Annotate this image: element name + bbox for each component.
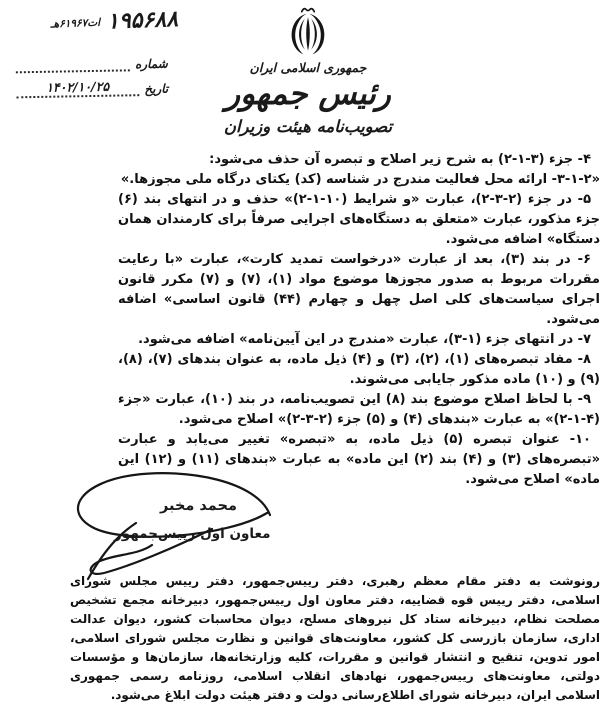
date-label: تاریخ (144, 81, 169, 97)
clause-4-amended-text: «۳-۱-۲- ارائه محل فعالیت مندرج در شناسه (کد) یکتای درگاه ملی مجوزها.» (120, 172, 600, 187)
distribution-note: رونوشت به دفتر مقام معظم رهبری، دفتر رییس‌جمهور، دفتر رییس مجلس شورای اسلامی، دفتر رییس قوه قضاییه، دفتر معاون اول رییس‌جمهور، دبیرخانه مجمع تشخیص مصلحت نظام، دبیرخانه ستاد کل نیروهای مسلح، دیوان محاسبات کشور، دیوان عدالت اداری، سازمان بازرسی کل کشور، معاونت‌های قوانین و نظارت مجلس شورای اسلامی، امور تدوین، تنقیح و انتشار قوانین و مقررات، کلیه وزارتخانه‌ها، سازمان‌ها و مؤسسات دولتی، معاونت‌های رییس‌جمهور، نهادهای انقلاب اسلامی، روزنامه رسمی جمهوری اسلامی ایران، دبیرخانه شورای اطلاع‌رسانی دولت و دفتر هیئت دولت ابلاغ می‌شود. (70, 574, 600, 702)
presidential-office-title: رئیس جمهور (225, 76, 391, 112)
date-value: ۱۴۰۲/۱۰/۲۵ (16, 78, 139, 98)
number-label: شماره (134, 56, 168, 72)
clause-8: ۸- مفاد تبصره‌های (۱)، (۲)، (۳) و (۴) ذیل ماده، به عنوان بندهای (۷)، (۸)، (۹) و (۱۰) ماده مذکور جایابی می‌شوند. (118, 352, 600, 387)
registration-number: ۱۹۵۶۸۸ (106, 7, 179, 35)
decree-body (118, 150, 600, 490)
signer-title: معاون اول رییس‌جمهور (114, 526, 271, 542)
clause-5: ۵- در جزء (۲-۳-۲)، عبارت «و شرایط (۱۰-۱-۲)» حذف و در انتهای بند (۶) جزء مذکور، عبارت «متعلق به دستگاه‌های اجرایی صرفاً برای کارمندان همان دستگاه» اضافه می‌شود. (118, 192, 600, 247)
document-type-title: تصویب‌نامه هیئت وزیران (223, 116, 393, 136)
iran-emblem-icon (287, 6, 329, 58)
clause-7: ۷- در انتهای جزء (۱-۳)، عبارت «مندرج در این آیین‌نامه» اضافه می‌شود. (138, 332, 591, 347)
signature-scribble-icon (52, 463, 292, 581)
clause-6: ۶- در بند (۳)، بعد از عبارت «درخواست تمدید کارت»، عبارت «با رعایت مقررات مربوط به صدور مجوزها موضوع مواد (۱)، (۷) و (۷) مکرر قانون اجرای سیاست‌های کلی اصل چهل و چهارم (۴۴) قانون اساسی» اضافه می‌شود. (118, 252, 600, 327)
clause-4: ۴- جزء (۳-۱-۲) به شرح زیر اصلاح و تبصره آن حذف می‌شود: (209, 152, 591, 167)
registration-reference: ات۶۱۹۶۷هـ (50, 16, 101, 30)
clause-9: ۹- با لحاظ اصلاح موضوع بند (۸) این تصویب‌نامه، در بند (۱۰)، عبارت «جزء (۴-۱-۲)» به عبارت «بندهای (۴) و (۵) جزء (۲-۳-۲)» اصلاح می‌شود. (118, 392, 600, 427)
clause-10: ۱۰- عنوان تبصره (۵) ذیل ماده، به «تبصره» تغییر می‌یابد و عبارت «تبصره‌های (۳) و (۴) بند (۲) این ماده» به عبارت «بندهای (۱۱) و (۱۲) این ماده» اصلاح می‌شود. (118, 432, 600, 487)
country-title: جمهوری اسلامی ایران (249, 60, 367, 75)
letterhead (0, 6, 616, 136)
signer-name: محمد مخبر (160, 498, 237, 514)
